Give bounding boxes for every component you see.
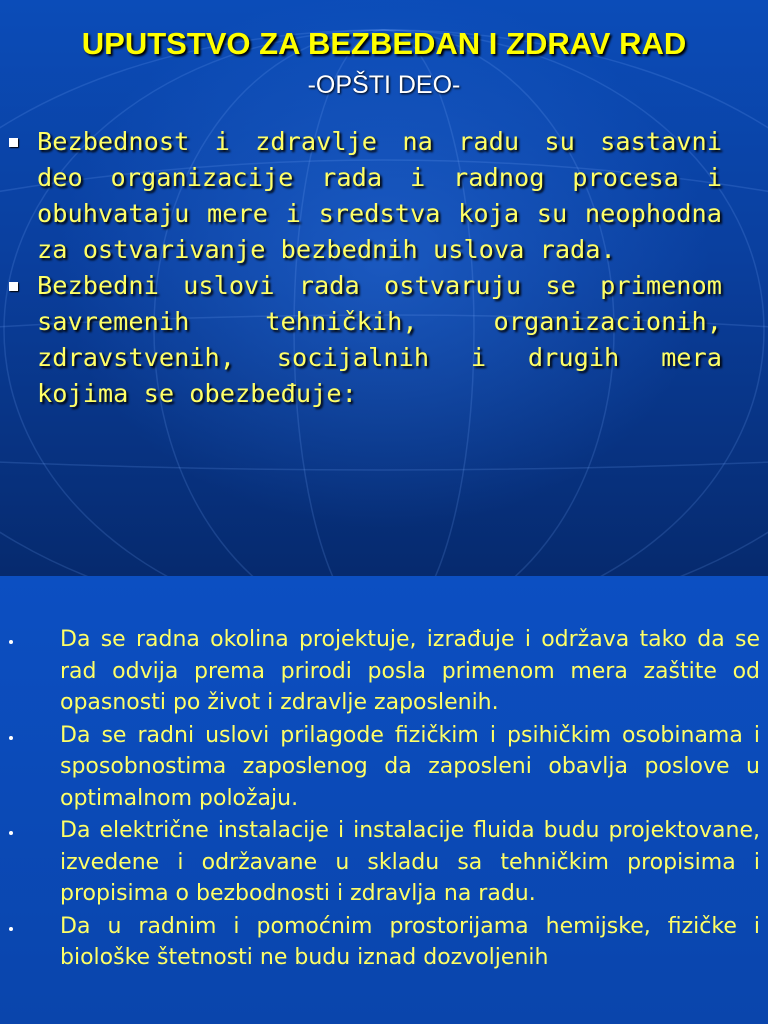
dot-bullet-icon xyxy=(9,831,13,835)
list-item-text: Bezbedni uslovi rada ostvaruju se primenom savremenih tehničkih, organizacionih, zdravstvenih, socijalnih i drugih mera kojima se obezbeđuje: xyxy=(37,271,722,408)
page-subtitle: -OPŠTI DEO- xyxy=(307,71,461,99)
list-item xyxy=(0,624,768,719)
list-item xyxy=(0,815,768,910)
list-item-text: Da se radni uslovi prilagode fizičkim i psihičkim osobinama i sposobnostima zaposlenog da zaposleni obavlja poslove u optimalnom položaju. xyxy=(60,722,760,811)
measures-bullet-list xyxy=(0,624,768,975)
list-item xyxy=(0,124,768,268)
list-item xyxy=(0,911,768,974)
list-item-text: Da električne instalacije i instalacije fluida budu projektovane, izvedene i održavane u skladu sa tehničkim propisima i propisima o bezbodnosti i zdravlja na radu. xyxy=(60,818,760,906)
square-bullet-icon xyxy=(9,282,18,291)
list-item-text: Bezbednost i zdravlje na radu su sastavni deo organizacije rada i radnog procesa i obuhvataju mere i sredstva koja su neophodna za ostvarivanje bezbednih uslova rada. xyxy=(37,127,722,264)
list-item xyxy=(0,720,768,815)
square-bullet-icon xyxy=(9,138,18,147)
page-title: UPUTSTVO ZA BEZBEDAN I ZDRAV RAD xyxy=(81,26,687,61)
dot-bullet-icon xyxy=(9,640,13,644)
list-item xyxy=(0,268,768,412)
dot-bullet-icon xyxy=(9,927,13,931)
list-item-text: Da se radna okolina projektuje, izrađuje i održava tako da se rad odvija prema prirodi posla primenom mera zaštite od opasnosti po život i zdravlje zaposlenih. xyxy=(60,627,760,715)
dot-bullet-icon xyxy=(9,736,13,740)
slide-2 xyxy=(0,576,768,1024)
list-item-text: Da u radnim i pomoćnim prostorijama hemijske, fizičke i biološke štetnosti ne budu iznad dozvoljenih xyxy=(60,913,760,970)
intro-bullet-list xyxy=(0,124,768,412)
